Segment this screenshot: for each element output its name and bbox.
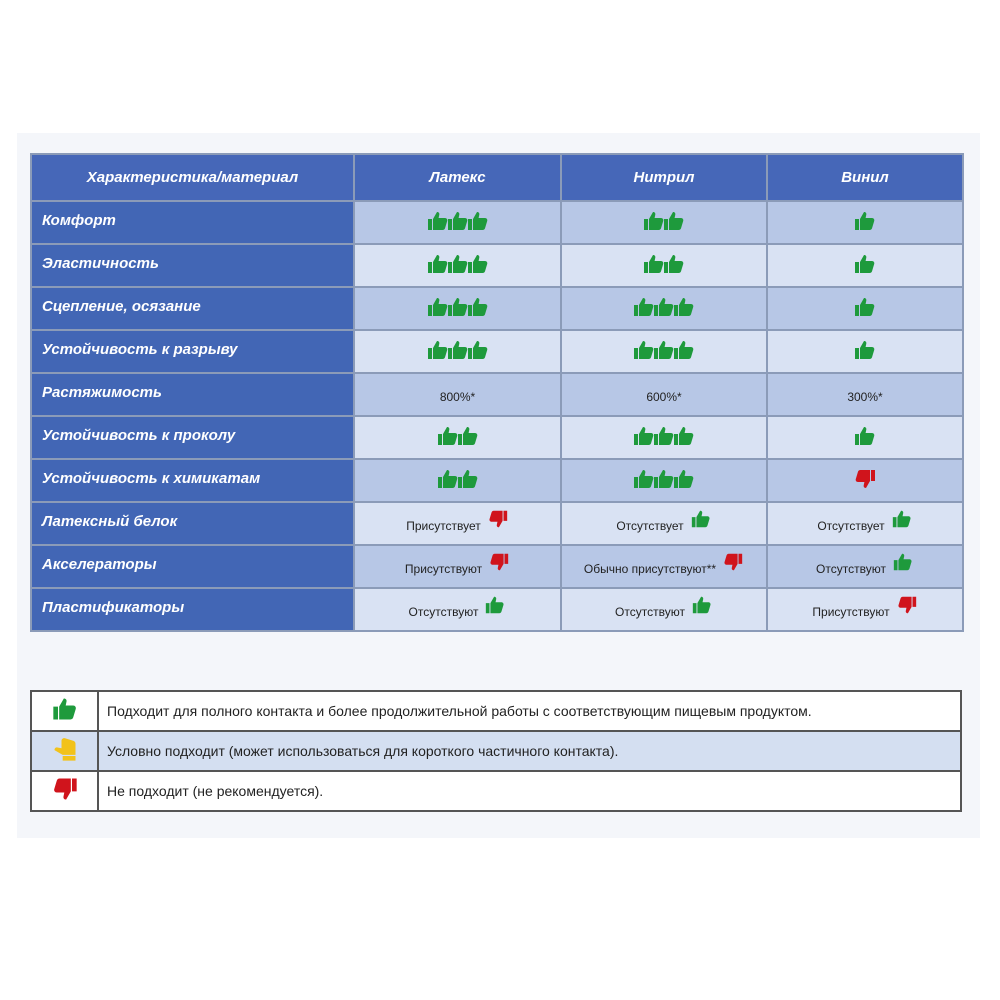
legend-row — [31, 731, 961, 771]
table-cell — [561, 588, 767, 631]
rating-icons — [644, 209, 684, 233]
table-row — [31, 244, 963, 287]
thumbs-down-icon — [487, 508, 509, 530]
cell-value — [816, 558, 914, 580]
thumbs-up-icon — [672, 424, 696, 448]
cell-text: 800%* — [439, 389, 476, 404]
legend-row — [31, 691, 961, 731]
rating-icons — [634, 338, 694, 362]
thumbs-up-icon — [853, 424, 877, 448]
legend-table — [30, 690, 962, 812]
rating-icons — [428, 338, 488, 362]
cell-text: Присутствует — [406, 518, 481, 533]
table-row — [31, 502, 963, 545]
rating-icons — [634, 424, 694, 448]
thumbs-up-icon — [466, 252, 490, 276]
table-header-row — [31, 154, 963, 201]
thumbs-up-icon — [51, 695, 79, 723]
table-cell — [561, 373, 767, 416]
cell-value — [405, 558, 510, 580]
rating-icons — [438, 424, 478, 448]
cell-value — [584, 558, 744, 580]
header-latex: Латекс — [354, 154, 561, 201]
cell-value — [615, 601, 713, 623]
cell-text: 600%* — [646, 389, 682, 404]
row-label: Латексный белок — [31, 502, 354, 545]
table-cell — [354, 545, 561, 588]
cell-value — [817, 515, 912, 537]
thumbs-up-icon — [662, 252, 686, 276]
thumbs-up-icon — [892, 551, 914, 573]
row-label: Устойчивость к химикатам — [31, 459, 354, 502]
thumbs-up-icon — [456, 424, 480, 448]
thumbs-up-icon — [690, 508, 712, 530]
thumbs-down-icon — [722, 551, 744, 573]
thumbs-up-icon — [891, 508, 913, 530]
table-cell — [354, 201, 561, 244]
thumbs-up-icon — [466, 338, 490, 362]
row-label: Пластификаторы — [31, 588, 354, 631]
thumbs-up-icon — [466, 295, 490, 319]
table-cell — [354, 244, 561, 287]
thumbs-up-icon — [456, 467, 480, 491]
thumbs-down-icon — [51, 775, 79, 803]
cell-text: Отсутствуют — [615, 604, 685, 619]
rating-icons — [855, 338, 875, 362]
table-cell — [767, 588, 963, 631]
thumbs-up-icon — [853, 209, 877, 233]
table-row — [31, 373, 963, 416]
rating-icons — [855, 295, 875, 319]
thumbs-up-icon — [662, 209, 686, 233]
cell-value — [409, 601, 507, 623]
rating-icons — [634, 295, 694, 319]
table-cell — [767, 502, 963, 545]
table-cell — [354, 330, 561, 373]
table-row — [31, 287, 963, 330]
table-cell — [354, 459, 561, 502]
thumbs-up-icon — [672, 295, 696, 319]
thumbs-up-icon — [853, 295, 877, 319]
rating-icons — [428, 209, 488, 233]
thumbs-sideways-icon — [51, 735, 79, 763]
table-cell — [767, 244, 963, 287]
table-cell — [561, 201, 767, 244]
table-cell — [767, 545, 963, 588]
rating-icons — [428, 252, 488, 276]
thumbs-up-icon — [672, 338, 696, 362]
legend-row — [31, 771, 961, 811]
row-label: Растяжимость — [31, 373, 354, 416]
rating-icons — [855, 467, 875, 491]
cell-value — [812, 601, 917, 623]
table-cell — [767, 373, 963, 416]
header-nitrile: Нитрил — [561, 154, 767, 201]
row-label: Комфорт — [31, 201, 354, 244]
row-label: Сцепление, осязание — [31, 287, 354, 330]
table-cell — [561, 459, 767, 502]
table-cell — [561, 287, 767, 330]
legend-icon-cell — [31, 731, 98, 771]
cell-value — [406, 515, 509, 537]
table-cell — [767, 416, 963, 459]
rating-icons — [634, 467, 694, 491]
legend-text: Не подходит (не рекомендуется). — [98, 771, 961, 811]
cell-text: Отсутствует — [616, 518, 684, 533]
thumbs-up-icon — [853, 252, 877, 276]
table-cell — [354, 502, 561, 545]
cell-text: Присутствуют — [404, 561, 483, 576]
thumbs-down-icon — [488, 551, 510, 573]
cell-value — [440, 390, 475, 404]
table-row — [31, 545, 963, 588]
thumbs-up-icon — [691, 594, 713, 616]
table-cell — [767, 287, 963, 330]
rating-icons — [855, 209, 875, 233]
table-cell — [354, 287, 561, 330]
row-label: Устойчивость к проколу — [31, 416, 354, 459]
legend-text: Условно подходит (может использоваться для короткого частичного контакта). — [98, 731, 961, 771]
cell-text: Отсутствуют — [816, 561, 886, 576]
table-row — [31, 459, 963, 502]
table-row — [31, 588, 963, 631]
thumbs-up-icon — [672, 467, 696, 491]
rating-icons — [428, 295, 488, 319]
header-characteristic: Характеристика/материал — [31, 154, 354, 201]
row-label: Акселераторы — [31, 545, 354, 588]
table-cell — [561, 416, 767, 459]
cell-text: 300%* — [847, 389, 883, 404]
table-cell — [561, 244, 767, 287]
comparison-table — [30, 153, 964, 632]
thumbs-down-icon — [853, 467, 877, 491]
table-cell — [354, 373, 561, 416]
legend-icon-cell — [31, 771, 98, 811]
table-row — [31, 330, 963, 373]
row-label: Устойчивость к разрыву — [31, 330, 354, 373]
table-cell — [561, 545, 767, 588]
header-vinyl: Винил — [767, 154, 963, 201]
table-cell — [767, 330, 963, 373]
legend-text: Подходит для полного контакта и более продолжительной работы с соответствующим пищевым продуктом. — [98, 691, 961, 731]
row-label: Эластичность — [31, 244, 354, 287]
table-cell — [767, 201, 963, 244]
cell-text: Присутствуют — [812, 604, 890, 619]
thumbs-up-icon — [466, 209, 490, 233]
thumbs-up-icon — [853, 338, 877, 362]
table-row — [31, 201, 963, 244]
cell-value — [616, 515, 711, 537]
cell-text: Отсутствует — [817, 518, 885, 533]
table-row — [31, 416, 963, 459]
table-cell — [561, 502, 767, 545]
legend-icon-cell — [31, 691, 98, 731]
rating-icons — [855, 424, 875, 448]
table-cell — [354, 588, 561, 631]
cell-text: Обычно присутствуют** — [583, 561, 717, 576]
cell-value — [847, 390, 882, 404]
rating-icons — [644, 252, 684, 276]
table-cell — [561, 330, 767, 373]
thumbs-down-icon — [896, 594, 918, 616]
table-cell — [767, 459, 963, 502]
rating-icons — [855, 252, 875, 276]
thumbs-up-icon — [484, 594, 506, 616]
rating-icons — [438, 467, 478, 491]
table-cell — [354, 416, 561, 459]
cell-text: Отсутствуют — [408, 604, 479, 619]
cell-value — [646, 390, 681, 404]
